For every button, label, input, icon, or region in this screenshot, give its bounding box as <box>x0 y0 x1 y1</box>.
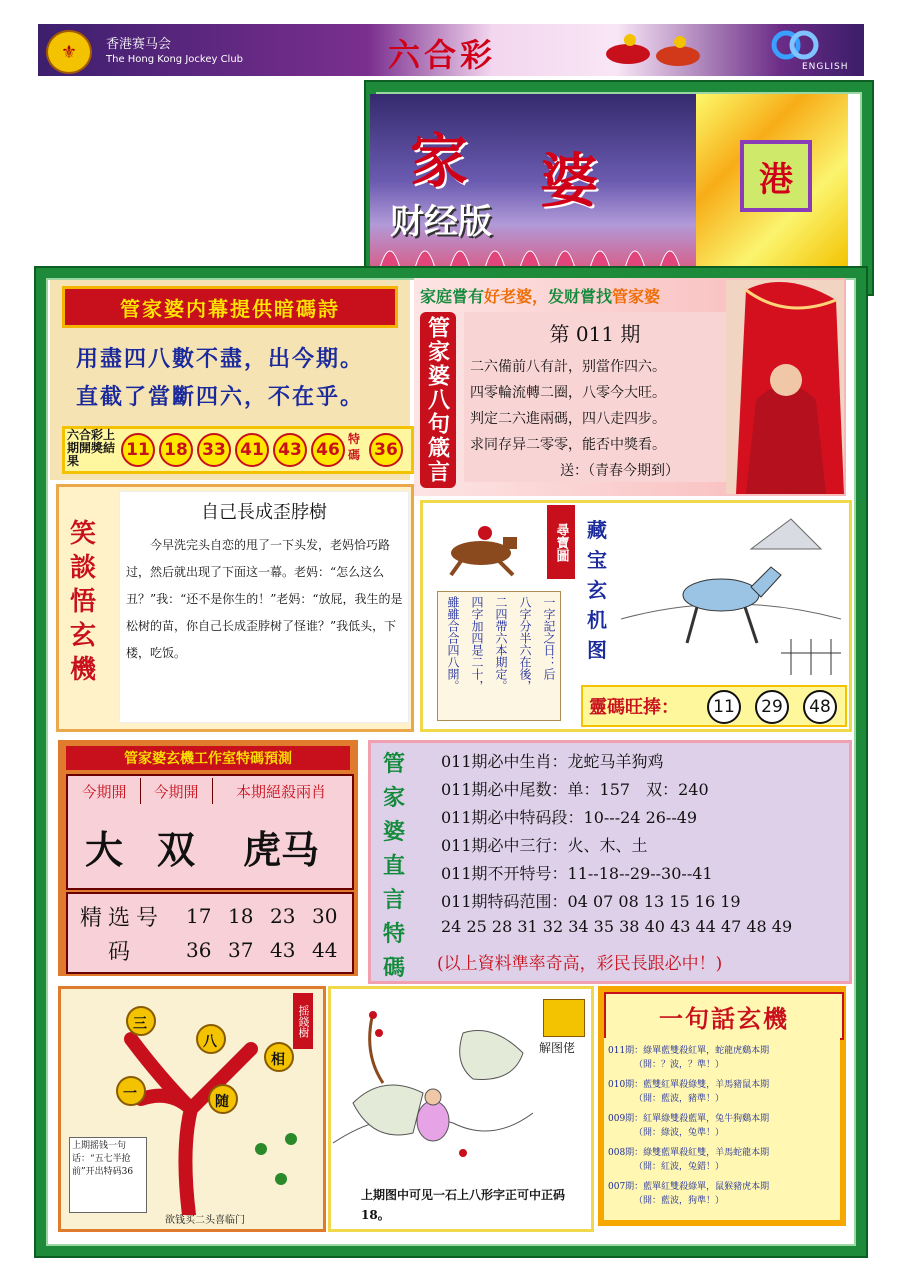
lucky-ball: 29 <box>755 690 789 724</box>
selected-label: 精选号码 <box>79 906 164 965</box>
title-char: 婆 <box>382 819 405 845</box>
last-draw-results <box>62 426 414 474</box>
eight-lines-panel <box>414 278 846 496</box>
side-char: 宝 <box>587 548 607 572</box>
grid-header: 今期開 <box>68 778 141 804</box>
joke-body: 今早洗完头自恋的甩了一下头发，老妈恰巧路过，然后就出现了下面这一幕。老妈：“怎么这么丑？”我：“还不是你生的！”老妈：“放屁，我生的是松树的苗，你自己长成歪脖树了怪谁？”我低头，下楼，吃饭。 <box>126 538 403 660</box>
lotus-icon <box>370 234 696 268</box>
treasure-panel <box>420 500 852 732</box>
joke-vertical-title <box>63 517 103 687</box>
jockey-horse-icon <box>433 521 533 577</box>
tree-char: 三 <box>133 1016 147 1032</box>
riddle-col: 一字記之日：后 <box>542 596 556 680</box>
title-char: 家 <box>382 785 405 811</box>
money-tree-panel <box>58 986 326 1232</box>
joke-content <box>119 491 409 723</box>
riddle-col: 二四帶六本期定。 <box>494 596 508 692</box>
joke-title-char: 玄 <box>69 621 96 651</box>
direct-tips-title <box>379 747 409 985</box>
banner-a: 家庭嘗有 <box>420 287 485 306</box>
money-tree-tag: 摇錢樹 <box>293 993 313 1049</box>
result-ball: 43 <box>273 433 307 467</box>
lottery-logo-icon[interactable] <box>760 30 830 60</box>
page-title: 六合彩 <box>388 36 497 74</box>
riddle-scroll <box>437 591 561 721</box>
poem-panel <box>50 280 410 480</box>
sentence-result: （開：藍波，豬準！） <box>634 1094 725 1104</box>
sentence-row: 010期：藍雙紅單殺綠雙，羊馬豬鼠本期 <box>608 1080 770 1090</box>
tip-line: 011期特码范围：04 07 08 13 15 16 19 <box>441 892 741 911</box>
sentence-result: （開：紅波，兔錯！） <box>634 1162 725 1172</box>
banner-c: 发财嘗找 <box>548 287 613 306</box>
one-sentence-list <box>604 1038 840 1220</box>
org-name-en: The Hong Kong Jockey Club <box>106 54 244 65</box>
result-ball: 18 <box>159 433 193 467</box>
title-char: 直 <box>382 853 405 879</box>
selected-number: 44 <box>312 938 338 962</box>
header-bar <box>38 24 864 76</box>
tree-char: 相 <box>271 1052 285 1068</box>
tip-line: 011期必中尾数：单：157 双：240 <box>441 780 709 799</box>
treasure-drawing <box>581 505 843 681</box>
poem-title: 管家婆内幕提供暗碼詩 <box>62 286 398 328</box>
eight-lines-banner <box>420 284 660 307</box>
selected-number: 43 <box>270 938 296 962</box>
banner-graphic <box>370 94 696 268</box>
prediction-panel <box>58 740 358 976</box>
side-char: 玄 <box>587 578 607 602</box>
verse-line: 二六備前八有計，别當作四六。 <box>470 359 666 375</box>
lucky-numbers-row <box>581 685 847 727</box>
title-char: 碼 <box>382 955 405 981</box>
jockey-club-logo[interactable]: ⚜ <box>46 30 92 74</box>
tip-line: 011期必中特码段：10---24 26--49 <box>441 808 698 827</box>
prediction-title: 管家婆玄機工作室特碼預測 <box>66 746 350 770</box>
poem-line-1: 用盡四八數不盡，出今期。 <box>76 346 365 372</box>
tree-char: 一 <box>123 1086 137 1102</box>
solve-caption: 上期图中可见一石上八形字正可中正码18。 <box>361 1188 566 1222</box>
joke-title-char: 笑 <box>69 519 96 549</box>
sentence-result: （開：綠波，兔準！） <box>634 1128 725 1138</box>
selected-numbers <box>66 892 354 974</box>
verse-sender: 送：（青春今期到） <box>560 463 679 479</box>
picture-solve-panel <box>328 986 594 1232</box>
result-ball: 41 <box>235 433 269 467</box>
sentence-row: 011期：綠單藍雙殺紅單，蛇龍虎鷄本期 <box>608 1046 770 1056</box>
selected-number: 23 <box>270 904 296 928</box>
riddle-col: 八字分半六在後， <box>518 596 532 692</box>
joke-panel <box>56 484 414 732</box>
banner-b: 好老婆， <box>484 287 549 306</box>
side-char: 图 <box>587 638 607 662</box>
hk-badge: 港 <box>740 140 812 212</box>
sentence-row: 008期：綠雙藍單殺紅雙，羊馬蛇龍本期 <box>608 1148 770 1158</box>
prediction-grid <box>66 774 354 890</box>
banner-d: 管家婆 <box>612 287 661 306</box>
sentence-result: （開：藍波，狗準！） <box>634 1196 725 1206</box>
result-ball: 11 <box>121 433 155 467</box>
org-name-cn: 香港赛马会 <box>106 37 172 52</box>
direct-tips-panel <box>368 740 852 984</box>
banner-subtitle: 财经版 <box>390 202 492 242</box>
kill-zodiac-pick: 虎马 <box>242 826 319 872</box>
one-sentence-panel <box>598 986 846 1226</box>
selected-number: 36 <box>186 938 212 962</box>
poem-line-2: 直截了當斷四六，不在乎。 <box>76 384 365 410</box>
banner-title-1: 家 <box>410 127 469 195</box>
banner-title-2: 婆 <box>540 147 599 215</box>
issue-number: 第 011 期 <box>549 322 641 346</box>
solve-label: 解图佬 <box>539 1041 576 1055</box>
sentence-row: 009期：紅單綠雙殺藍單，兔牛狗鷄本期 <box>608 1114 770 1124</box>
tip-line: 24 25 28 31 32 34 35 38 40 43 44 47 48 49 <box>441 917 793 936</box>
verse-line: 判定二六進兩碼，四八走四步。 <box>470 411 666 427</box>
joke-title-char: 悟 <box>69 587 96 617</box>
joke-title-char: 談 <box>69 553 96 583</box>
money-tree-footer: 欲钱买二头喜临门 <box>165 1215 245 1226</box>
results-label: 六合彩上期開獎結果 <box>67 428 116 468</box>
eight-lines-title: 管家婆八句箴言 <box>420 312 456 488</box>
scholar-illustration <box>333 993 533 1169</box>
riddle-col: 四字加四是二十， <box>470 596 484 692</box>
eight-lines-card <box>464 312 726 482</box>
selected-number: 17 <box>186 904 212 928</box>
lucky-ball: 48 <box>803 690 837 724</box>
treasure-map-tag: 尋寶圖 <box>547 505 575 579</box>
big-small-pick: 大 <box>84 826 123 872</box>
lucky-ball: 11 <box>707 690 741 724</box>
grid-header: 本期絕殺兩肖 <box>235 782 326 801</box>
odd-even-pick: 双 <box>156 826 195 872</box>
side-char: 机 <box>587 608 607 632</box>
result-ball: 33 <box>197 433 231 467</box>
verse-line: 四零輪流轉二圈，八零今大旺。 <box>470 385 666 401</box>
solve-icon <box>543 999 585 1037</box>
hk-badge-panel <box>696 94 848 268</box>
grid-header: 今期開 <box>140 778 213 804</box>
selected-number: 37 <box>228 938 254 962</box>
english-link[interactable]: ENGLISH <box>802 62 849 72</box>
result-ball: 46 <box>311 433 345 467</box>
tip-line: 011期必中生肖：龙蛇马羊狗鸡 <box>441 752 664 771</box>
joke-title: 自己長成歪脖樹 <box>201 502 327 523</box>
title-char: 言 <box>382 887 405 913</box>
special-ball: 36 <box>369 433 403 467</box>
tip-line: 011期不开特号：11--18--29--30--41 <box>441 864 713 883</box>
donkey-illustration <box>621 509 841 677</box>
racehorse-icon <box>598 28 718 72</box>
verse-line: 求同存异二零零，能否中獎看。 <box>470 437 666 453</box>
title-char: 特 <box>382 921 405 947</box>
bride-image <box>726 280 844 494</box>
last-issue-note: 上期摇钱一句话：“五七半抢前”开出特码36 <box>69 1137 147 1213</box>
lucky-numbers-label: 靈碼旺捧： <box>589 697 679 718</box>
sentence-result: （開：？波，？準！） <box>634 1060 725 1070</box>
special-label: 特碼 <box>348 432 361 462</box>
tree-char: 八 <box>203 1034 217 1050</box>
treasure-side-title <box>587 515 613 665</box>
tips-footer: (以上資料準率奇高，彩民長跟必中！) <box>437 954 723 974</box>
selected-number: 30 <box>312 904 338 928</box>
one-sentence-title: 一句話玄機 <box>604 992 844 1040</box>
tree-char: 随 <box>215 1094 229 1110</box>
selected-number: 18 <box>228 904 254 928</box>
sentence-row: 007期：藍單紅雙殺綠單，鼠猴豬虎本期 <box>608 1182 770 1192</box>
tip-line: 011期必中三行：火、木、土 <box>441 836 648 855</box>
side-char: 藏 <box>587 518 607 542</box>
title-char: 管 <box>382 751 405 777</box>
riddle-col: 雖雖合合四八開。 <box>446 596 460 692</box>
joke-title-char: 機 <box>69 655 96 685</box>
